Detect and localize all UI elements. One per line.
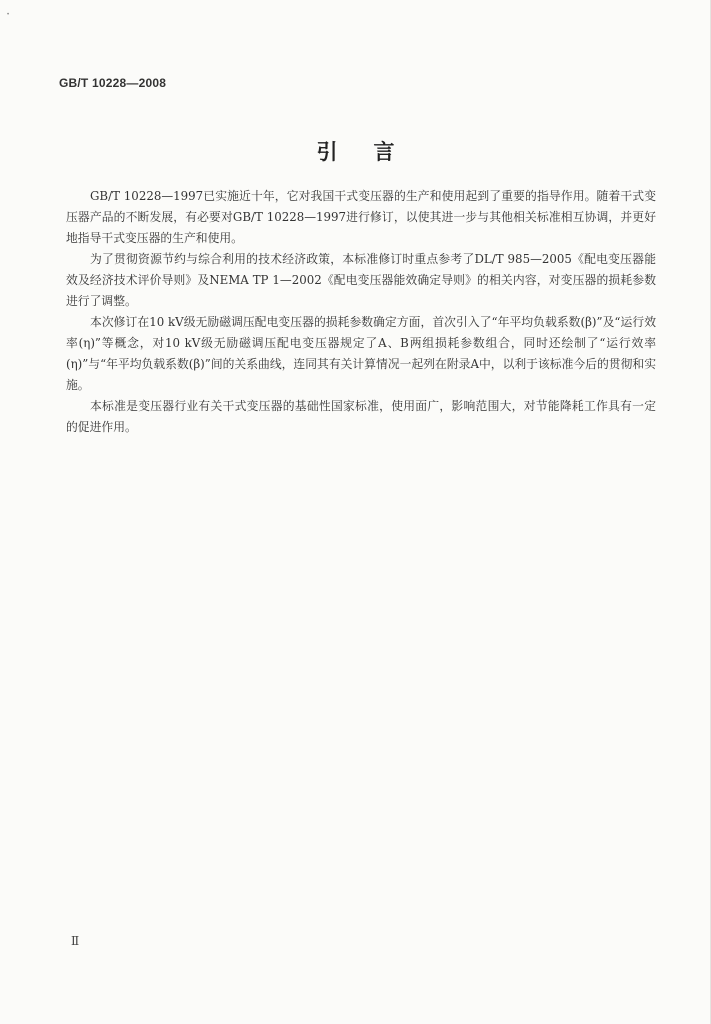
section-title: 引言 (316, 139, 431, 164)
page-number: Ⅱ (71, 934, 80, 948)
paragraph-4: 本标准是变压器行业有关干式变压器的基础性国家标准，使用面广，影响范围大，对节能降耗工作具有一定的促进作用。 (66, 399, 656, 434)
foreword-body (66, 186, 656, 438)
paragraph-3: 本次修订在10 kV级无励磁调压配电变压器的损耗参数确定方面，首次引入了“年平均负载系数(β)”及“运行效率(η)”等概念，对10 kV级无励磁调压配电变压器规定了A、B两组损耗参数组合，同时还绘制了“运行效率(η)”与“年平均负载系数(β)”间的关系曲线，连同其有关计算情况一起列在附录A中，以利于该标准今后的贯彻和实施。 (66, 315, 656, 392)
scan-corner-mark: · (6, 7, 11, 22)
standard-code-header: GB/T 10228—2008 (59, 76, 167, 90)
paragraph-2: 为了贯彻资源节约与综合利用的技术经济政策，本标准修订时重点参考了DL/T 985—2005《配电变压器能效及经济技术评价导则》及NEMA TP 1—2002《配电变压器能效确定导则》的相关内容，对变压器的损耗参数进行了调整。 (66, 252, 656, 308)
paragraph-1: GB/T 10228—1997已实施近十年，它对我国干式变压器的生产和使用起到了重要的指导作用。随着干式变压器产品的不断发展，有必要对GB/T 10228—1997进行修订，以使其进一步与其他相关标准相互协调，并更好地指导干式变压器的生产和使用。 (66, 189, 656, 245)
